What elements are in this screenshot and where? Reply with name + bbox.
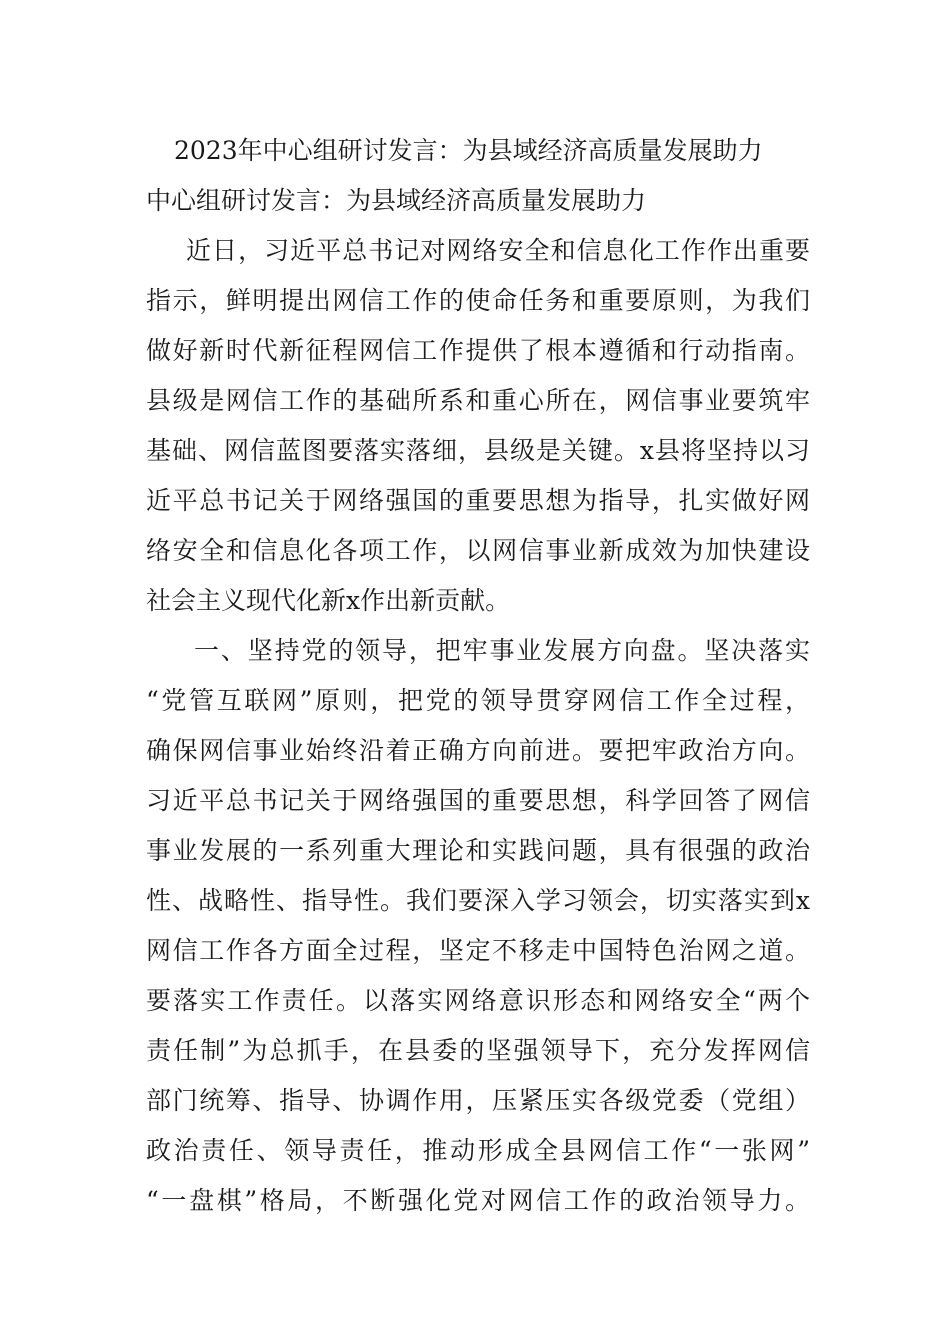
paragraph-line: 网信工作各方面全过程，坚定不移走中国特色治网之道。 bbox=[146, 936, 810, 965]
paragraph-line: 县级是网信工作的基础所系和重心所在，网信事业要筑牢 bbox=[146, 386, 810, 415]
paragraph-line: 一、坚持党的领导，把牢事业发展方向盘。坚决落实 bbox=[194, 636, 810, 665]
paragraph-line: 基础、网信蓝图要落实落细，县级是关键。x县将坚持以习 bbox=[146, 436, 810, 465]
paragraph-line: 部门统筹、指导、协调作用，压紧压实各级党委（党组） bbox=[146, 1086, 810, 1115]
paragraph-line: 事业发展的一系列重大理论和实践问题，具有很强的政治 bbox=[146, 836, 810, 865]
paragraph-line: 责任制”为总抓手，在县委的坚强领导下，充分发挥网信 bbox=[146, 1036, 810, 1065]
document-title: 2023年中心组研讨发言：为县域经济高质量发展助力 bbox=[174, 136, 763, 165]
paragraph-line: “党管互联网”原则，把党的领导贯穿网信工作全过程， bbox=[146, 686, 810, 715]
paragraph-line: 指示，鲜明提出网信工作的使命任务和重要原则，为我们 bbox=[146, 286, 810, 315]
paragraph-line: “一盘棋”格局，不断强化党对网信工作的政治领导力。 bbox=[146, 1186, 810, 1215]
paragraph-line: 社会主义现代化新x作出新贡献。 bbox=[146, 586, 511, 615]
paragraph-line: 政治责任、领导责任，推动形成全县网信工作“一张网” bbox=[146, 1136, 810, 1165]
paragraph-line: 近平总书记关于网络强国的重要思想为指导，扎实做好网 bbox=[146, 486, 810, 515]
paragraph-line: 络安全和信息化各项工作，以网信事业新成效为加快建设 bbox=[146, 536, 810, 565]
document-subtitle: 中心组研讨发言：为县域经济高质量发展助力 bbox=[146, 186, 647, 215]
paragraph-line: 确保网信事业始终沿着正确方向前进。要把牢政治方向。 bbox=[146, 736, 810, 765]
paragraph-line: 近日，习近平总书记对网络安全和信息化工作作出重要 bbox=[186, 236, 810, 265]
paragraph-line: 做好新时代新征程网信工作提供了根本遵循和行动指南。 bbox=[146, 336, 810, 365]
paragraph-line: 性、战略性、指导性。我们要深入学习领会，切实落实到x bbox=[146, 886, 810, 915]
paragraph-line: 习近平总书记关于网络强国的重要思想，科学回答了网信 bbox=[146, 786, 810, 815]
paragraph-line: 要落实工作责任。以落实网络意识形态和网络安全“两个 bbox=[146, 986, 810, 1015]
